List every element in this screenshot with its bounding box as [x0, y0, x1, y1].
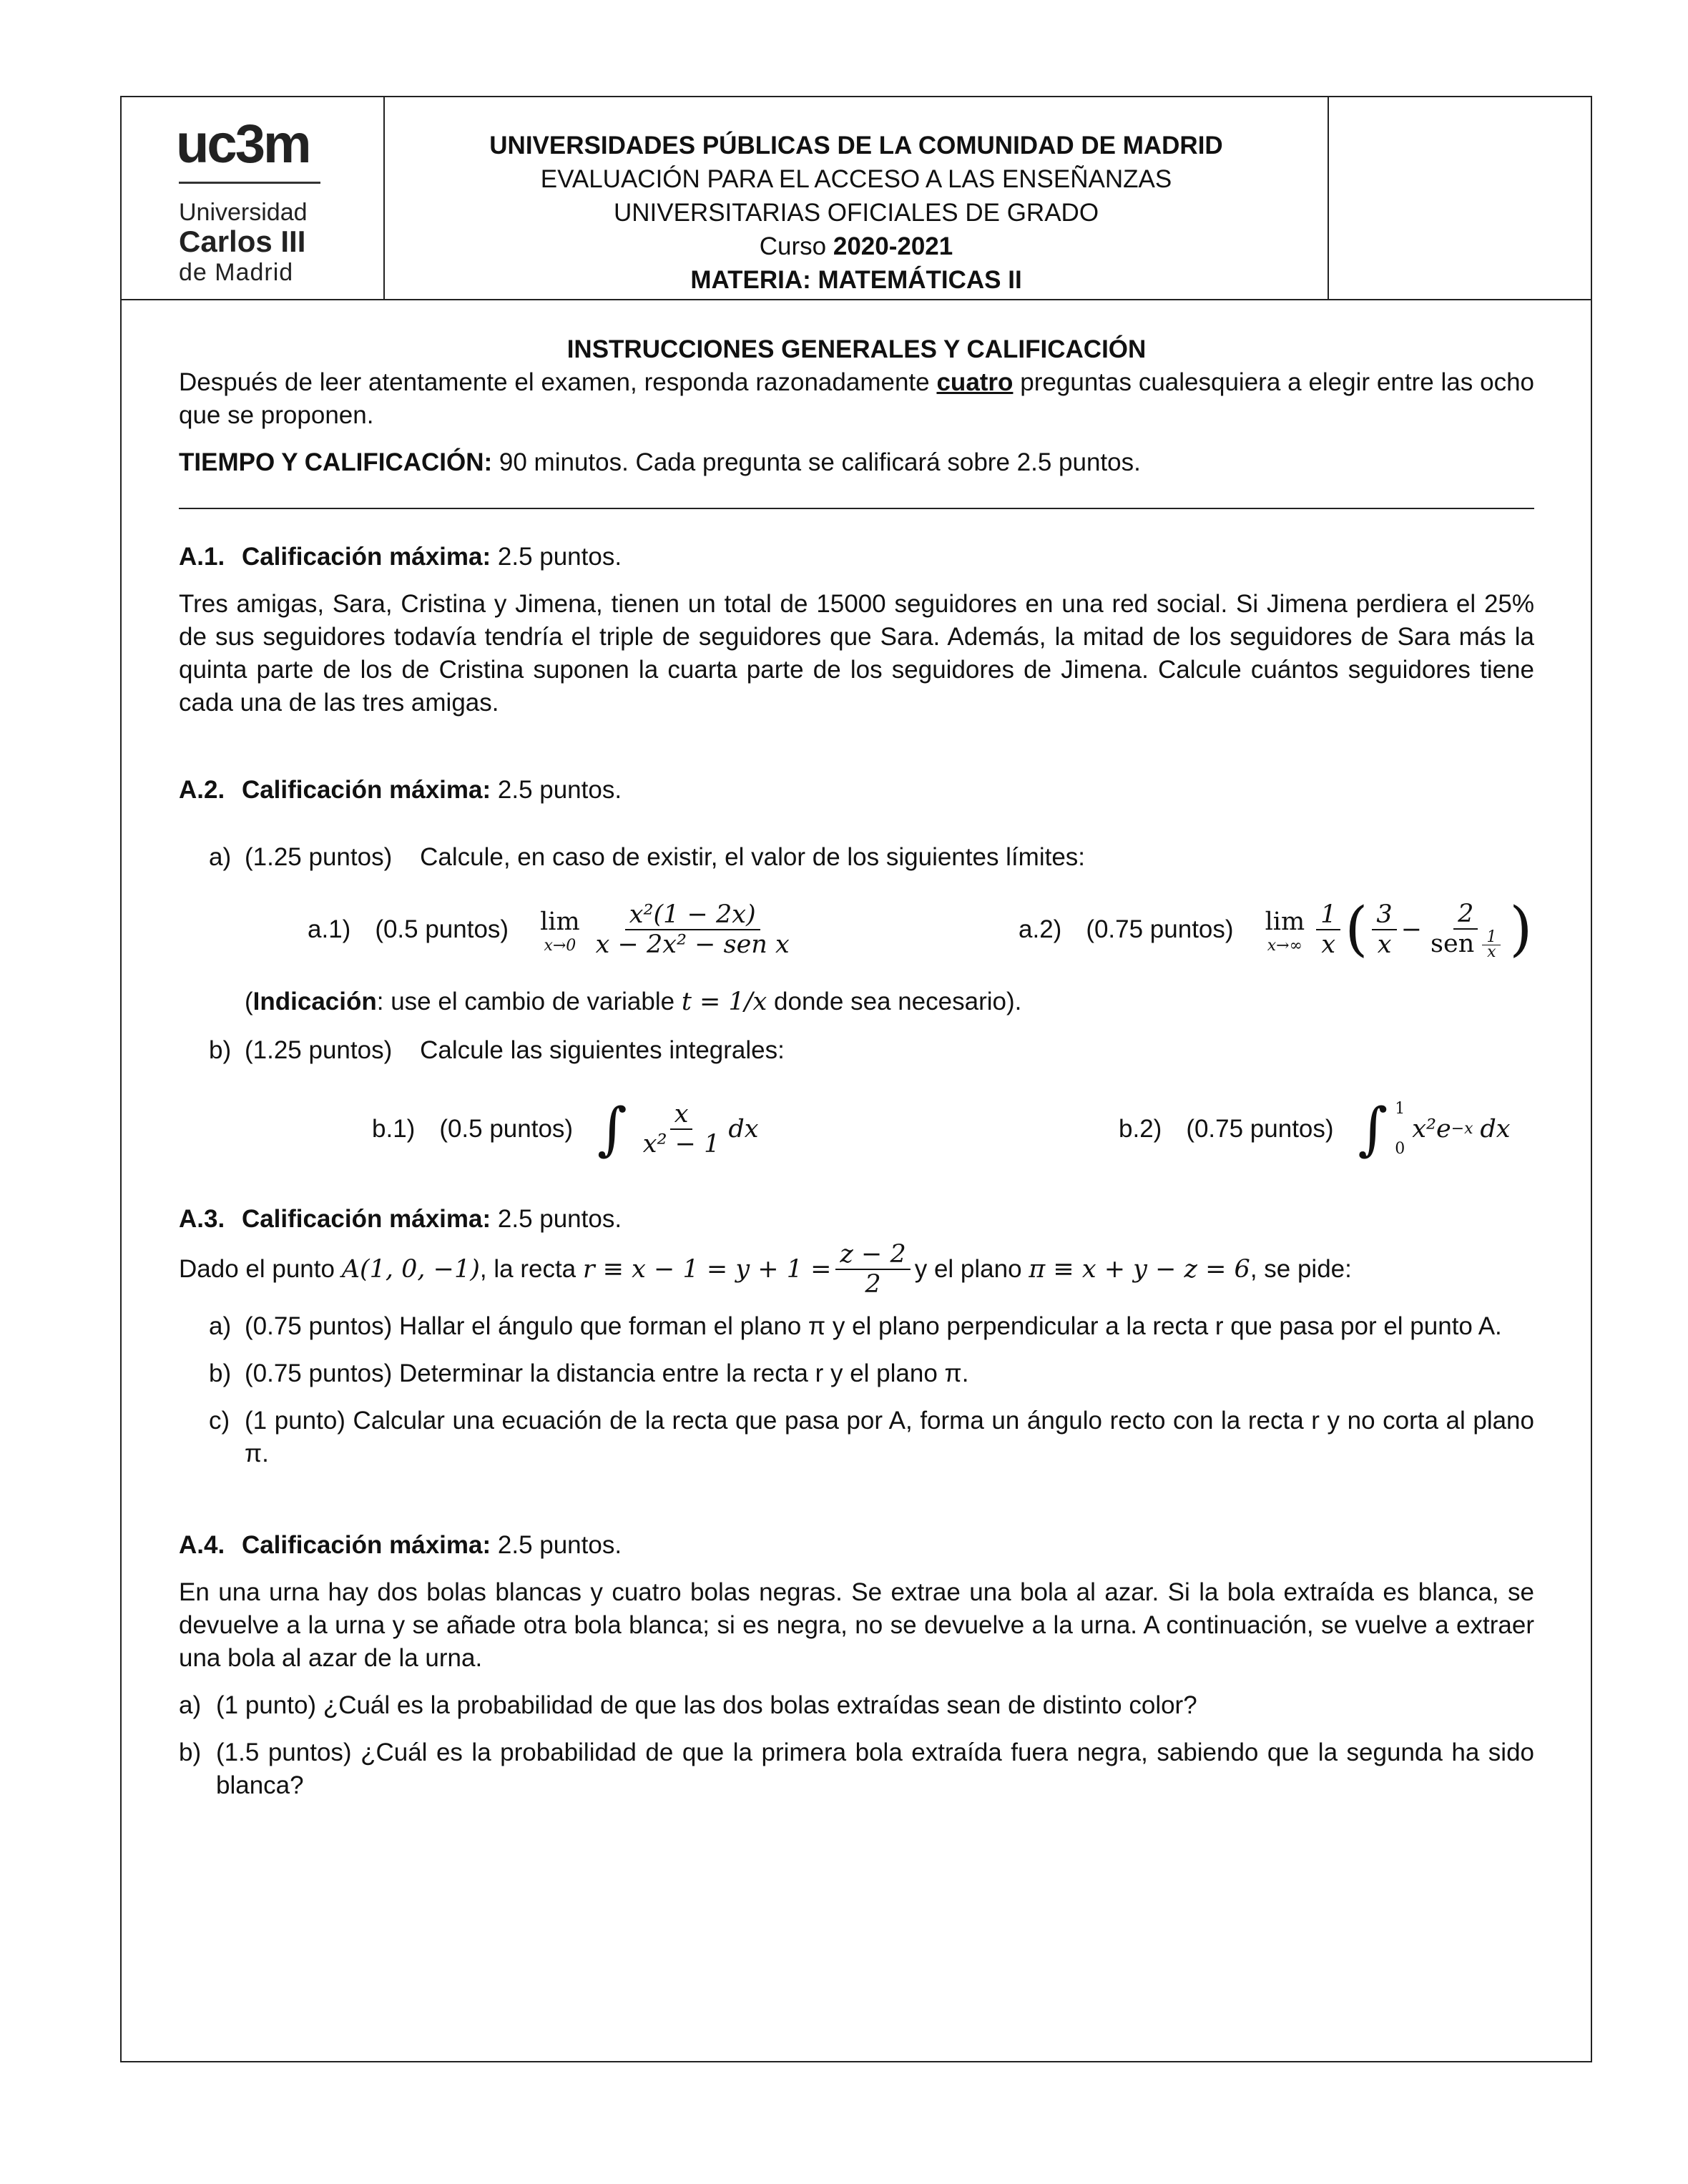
exam-title-block — [385, 97, 1329, 299]
exam-page — [120, 96, 1592, 2062]
integrals-row — [179, 1083, 1534, 1176]
question-a3-item-b: b) (0.75 puntos) Determinar la distancia entre la recta r y el plano π. — [209, 1359, 969, 1387]
question-a4-heading: A.4. Calificación máxima: 2.5 puntos. — [179, 1531, 622, 1559]
title-line-1: UNIVERSIDADES PÚBLICAS DE LA COMUNIDAD DE MADRID — [489, 132, 1223, 159]
question-a3-heading: A.3. Calificación máxima: 2.5 puntos. — [179, 1205, 622, 1233]
instructions-title: INSTRUCCIONES GENERALES Y CALIFICACIÓN — [566, 335, 1147, 363]
exam-header — [122, 97, 1591, 300]
course-year: 2020-2021 — [833, 232, 953, 260]
exam-content — [179, 300, 1534, 1802]
question-a3-item-c: c) (1 punto) Calcular una ecuación de la recta que pasa por A, forma un ángulo recto con la recta r y no corta al plano π. — [209, 1407, 1534, 1467]
question-a4-item-b: b) (1.5 puntos) ¿Cuál es la probabilidad de que la primera bola extraída fuera negra, sabiendo que la segunda ha sido blanca? — [179, 1738, 1534, 1799]
title-line-3: UNIVERSITARIAS OFICIALES DE GRADO — [613, 199, 1099, 227]
integral-b1: b.1) (0.5 puntos) ∫ $\frac{x}{\text{x² − 1}}$ dx — [372, 1096, 759, 1162]
question-a3-item-a: a) (0.75 puntos) Hallar el ángulo que forman el plano π y el plano perpendicular a la recta r que pasa por el punto A. — [209, 1312, 1502, 1340]
question-a3-intro: Dado el punto A(1, 0, −1) , la recta r ≡ x − 1 = y + 1 = $\frac{z - 2}{2}$ y el plano π ≡ x + y − z = 6 , se pide: — [179, 1240, 1352, 1299]
time-and-grading: TIEMPO Y CALIFICACIÓN: 90 minutos. Cada pregunta se calificará sobre 2.5 puntos. — [179, 448, 1141, 476]
limit-a1-fraction: $\frac{\text{x²(1 − 2x)}}{\text{x − 2x² − sen x}}$ — [595, 900, 790, 959]
logo-line-3: de Madrid — [179, 259, 294, 286]
hint-text: (Indicación: use el cambio de variable t = 1/x donde sea necesario). — [245, 988, 1022, 1016]
course-line — [385, 230, 1328, 263]
question-a1-heading: A.1. Calificación máxima: 2.5 puntos. — [179, 543, 622, 571]
limits-row — [179, 890, 1534, 970]
subject-line: MATERIA: MATEMÁTICAS II — [690, 266, 1022, 294]
question-a2-part-b: b) (1.25 puntos) Calcule las siguientes integrales: — [209, 1036, 785, 1064]
emphasis-cuatro: cuatro — [936, 368, 1014, 396]
question-a2-part-a: a) (1.25 puntos) Calcule, en caso de existir, el valor de los siguientes límites: — [209, 843, 1086, 871]
question-a4-item-a: a) (1 punto) ¿Cuál es la probabilidad de que las dos bolas extraídas sean de distinto color? — [179, 1691, 1197, 1719]
logo-line-2: Carlos III — [179, 225, 306, 258]
title-line-2: EVALUACIÓN PARA EL ACCESO A LAS ENSEÑANZAS — [540, 165, 1172, 193]
separator-line — [179, 508, 1534, 509]
question-a1-body: Tres amigas, Sara, Cristina y Jimena, tienen un total de 15000 seguidores en una red social. Si Jimena perdiera el 25% de sus seguidores todavía tendría el triple de seguidores que Sara. Además, la mitad de los seguidores de Sara más la quinta parte de los de Cristina suponen la cuarta parte de los seguidores de Jimena. Calcule cuántos seguidores tiene cada una de las tres amigas. — [179, 590, 1534, 717]
question-a4-body: En una urna hay dos bolas blancas y cuatro bolas negras. Se extrae una bola al azar. Si la bola extraída es blanca, se devuelve a la urna y se añade otra bola blanca; si es negra, no se devuelve a la urna. A continuación, se vuelve a extraer una bola al azar de la urna. — [179, 1578, 1534, 1672]
question-a2-heading: A.2. Calificación máxima: 2.5 puntos. — [179, 776, 622, 804]
limit-a1: a.1) (0.5 puntos) lim x→0 $\frac{\text{x²(1 − 2x)}}{\text{x − 2x² − sen x}}$ — [308, 890, 798, 970]
logo-mark: uc3m — [176, 114, 310, 174]
logo-divider — [179, 182, 320, 184]
logo-line-1: Universidad — [179, 199, 308, 226]
course-label: Curso — [759, 232, 827, 260]
university-logo — [122, 97, 385, 299]
integral-b2: b.2) (0.75 puntos) ∫ 1 0 x²e −x dx — [1119, 1096, 1511, 1162]
instructions-text: Después de leer atentamente el examen, responda razonadamente cuatro preguntas cualesquiera a elegir entre las ocho que se proponen. — [179, 368, 1534, 429]
limit-a2: a.2) (0.75 puntos) lim x→∞ $\frac{1}{x}$ ( $\frac{3}{x}$ − 2 sen $\frac{1}{x}$ ) — [1019, 895, 1533, 963]
